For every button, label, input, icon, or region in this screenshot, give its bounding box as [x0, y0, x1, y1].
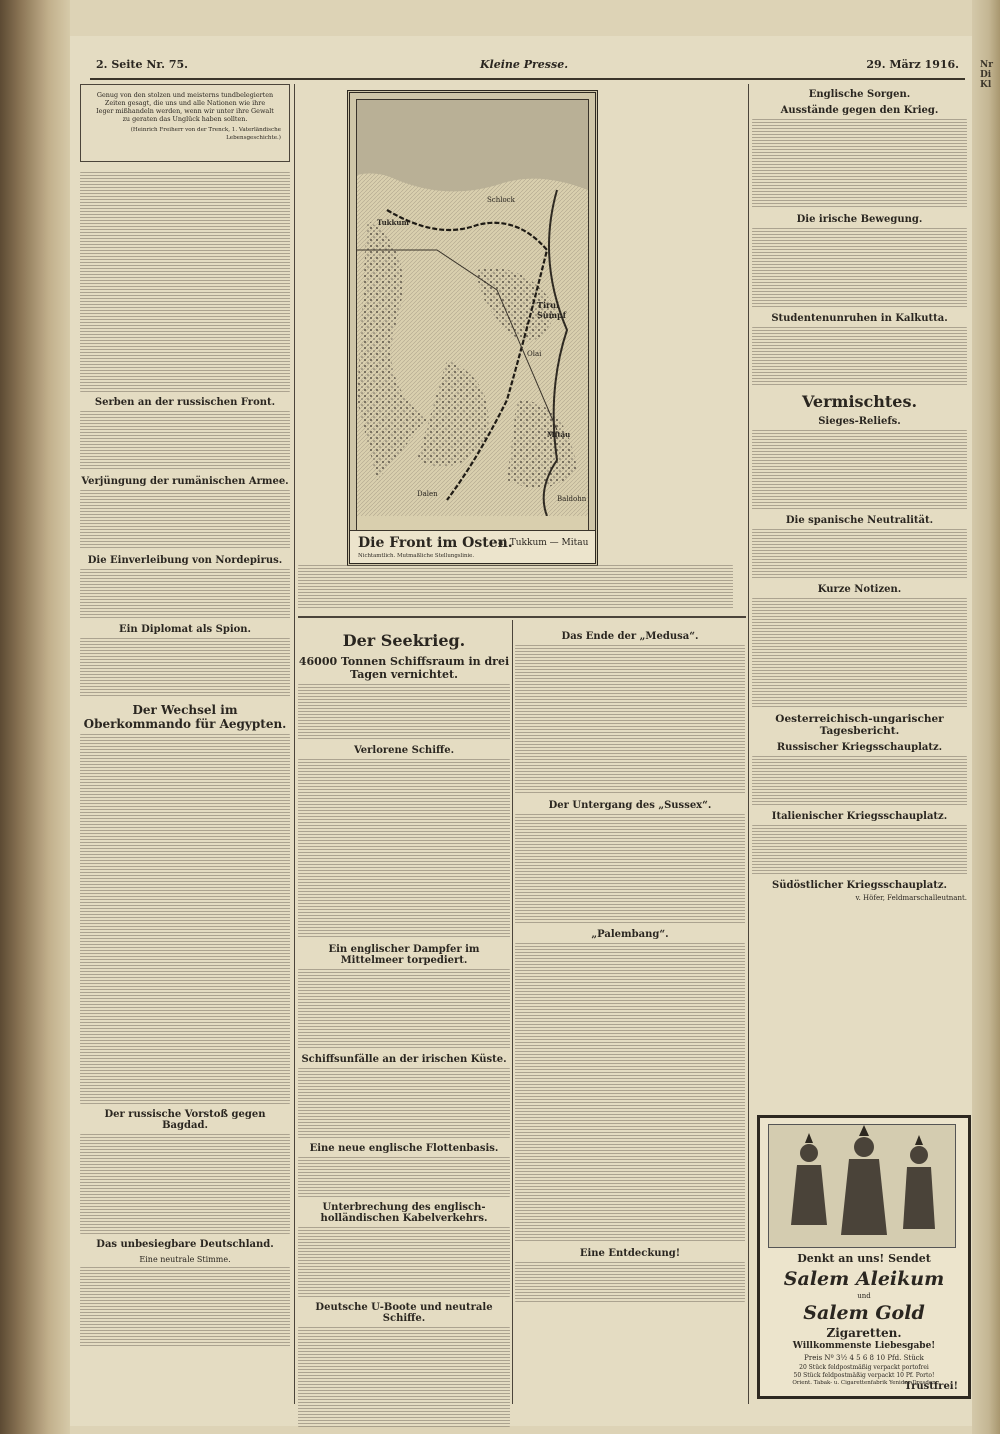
- map-subtitle: a) Tukkum — Mitau: [498, 538, 589, 548]
- ad-offer: 50 Stück feldpostmäßig verpackt 10 Pf. Porto!: [793, 1372, 935, 1379]
- salem-aleikum-ad: [757, 1115, 971, 1399]
- article-text: [752, 119, 967, 209]
- map-note: [298, 565, 733, 613]
- article-text: [80, 1267, 290, 1347]
- headline: Oesterreichisch-ungarischer Tagesbericht.: [775, 713, 944, 737]
- signature: v. Höfer, Feldmarschalleutnant.: [855, 894, 967, 902]
- headline: Ausstände gegen den Krieg.: [780, 105, 939, 116]
- issue-date: 29. März 1916.: [866, 58, 959, 71]
- front-map: [347, 90, 598, 566]
- article-text: [515, 645, 745, 795]
- headline: Der Untergang des „Sussex“.: [548, 800, 712, 811]
- article-text: [80, 1134, 290, 1234]
- headline: Der russische Vorstoß gegen Bagdad.: [104, 1109, 266, 1131]
- article-text: [752, 327, 967, 387]
- article-text: [298, 565, 733, 609]
- article-text: [298, 759, 510, 939]
- article-text: [515, 943, 745, 1243]
- headline: Kurze Notizen.: [817, 584, 902, 595]
- headline: „Palembang“.: [591, 929, 669, 940]
- ad-prices: Preis Nº 3½ 4 5 6 8 10 Pfd. Stück: [804, 1354, 924, 1362]
- article-text: [298, 1068, 510, 1138]
- quote-line: Zeiten gesagt, die uns und alle Nationen wie ihre: [104, 99, 266, 107]
- headline: Unterbrechung des englisch-holländischen Kabelverkehrs.: [320, 1202, 488, 1224]
- article-text: [515, 1262, 745, 1302]
- article-text: [298, 1157, 510, 1197]
- article-text: [80, 569, 290, 619]
- section-headline: Der Seekrieg.: [342, 631, 466, 650]
- column-rule: [512, 620, 513, 1404]
- map-title: Die Front im Osten.: [358, 535, 513, 551]
- article-text: [752, 430, 967, 510]
- headline: Der Wechsel im Oberkommando für Aegypten.: [83, 703, 287, 731]
- quote-line: Ieger mißhandeln werden, wenn wir unter ihre Gewalt: [96, 107, 274, 115]
- next-page-fragment: Nr Di Kl: [980, 60, 993, 90]
- article-text: [80, 172, 290, 392]
- next-page-edge: [972, 0, 1000, 1434]
- headline: Die spanische Neutralität.: [785, 515, 934, 526]
- headline: Deutsche U-Boote und neutrale Schiffe.: [315, 1302, 493, 1324]
- ad-and: und: [857, 1292, 871, 1300]
- ad-offer: 20 Stück feldpostmäßig verpackt portofrei: [799, 1364, 929, 1371]
- article-text: [752, 756, 967, 806]
- headline: Italienischer Kriegsschauplatz.: [771, 811, 948, 822]
- article-text: [298, 684, 510, 740]
- headline: Ein englischer Dampfer im Mittelmeer torpediert.: [328, 944, 480, 966]
- column-rule: [294, 84, 295, 1404]
- article-text: [752, 825, 967, 875]
- headline: Russischer Kriegsschauplatz.: [776, 742, 943, 753]
- quote-line: Genug von den stolzen und meisterns tundbelegierten: [96, 91, 274, 99]
- headline: Sieges-Reliefs.: [818, 416, 901, 427]
- epigraph-box: [80, 84, 290, 162]
- ad-brand: Salem Gold: [803, 1302, 925, 1324]
- article-text: [515, 814, 745, 924]
- headline: Verlorene Schiffe.: [353, 745, 455, 756]
- headline: Studentenunruhen in Kalkutta.: [771, 313, 948, 324]
- page-header: [90, 52, 965, 80]
- soldiers-drawing: [769, 1125, 955, 1247]
- ad-product: Zigaretten.: [826, 1326, 902, 1340]
- article-text: [80, 638, 290, 698]
- ad-slogan: Willkommenste Liebesgabe!: [792, 1341, 936, 1351]
- column-2: [298, 626, 510, 1430]
- column-3: [515, 626, 745, 1305]
- headline: Englische Sorgen.: [808, 89, 911, 100]
- headline: Das Ende der „Medusa“.: [561, 631, 699, 642]
- map-legend: Nichtamtlich. Mutmaßliche Stellungslinie.: [358, 553, 475, 559]
- headline: Verjüngung der rumänischen Armee.: [81, 476, 289, 487]
- article-text: [298, 969, 510, 1049]
- headline: Die Einverleibung von Nordepirus.: [87, 555, 283, 566]
- headline: Südöstlicher Kriegsschauplatz.: [771, 880, 947, 891]
- headline: 46000 Tonnen Schiffsraum in drei Tagen vernichtet.: [298, 655, 510, 681]
- book-spine: [0, 0, 70, 1434]
- article-text: [752, 228, 967, 308]
- place-label: Dalen: [417, 490, 438, 498]
- horizontal-rule: [298, 616, 746, 618]
- article-text: [80, 734, 290, 1104]
- ad-maker: Orient. Tabak- u. Cigarettenfabrik Yenidze Dresden: [792, 1380, 936, 1386]
- place-label: Tirul Sumpf: [537, 300, 567, 320]
- page-number: 2. Seite Nr. 75.: [96, 58, 188, 71]
- article-text: [80, 490, 290, 550]
- headline: Die irische Bewegung.: [796, 214, 923, 225]
- article-text: [298, 1227, 510, 1297]
- place-label: Mitau: [547, 430, 571, 439]
- quote-source: (Heinrich Freiherr von der Trenck, 1. Vaterländische Lebensgeschichte.): [130, 127, 281, 141]
- headline: Eine Entdeckung!: [579, 1248, 681, 1259]
- headline: Serben an der russischen Front.: [94, 397, 276, 408]
- ad-tagline: Denkt an uns! Sendet: [797, 1252, 931, 1265]
- place-label: Baldohn: [557, 495, 587, 503]
- article-text: [80, 411, 290, 471]
- article-text: [298, 1327, 510, 1427]
- article-text: [752, 529, 967, 579]
- soldiers-illustration: [768, 1124, 956, 1248]
- ad-trustfrei: Trustfrei!: [904, 1381, 958, 1392]
- headline: Ein Diplomat als Spion.: [118, 624, 252, 635]
- quote-line: zu geraten das Unglück haben sollten.: [122, 115, 248, 123]
- column-rule: [748, 84, 749, 1404]
- newspaper-title: Kleine Presse.: [480, 58, 569, 71]
- headline: Eine neue englische Flottenbasis.: [309, 1143, 499, 1154]
- section-headline: Vermischtes.: [801, 392, 918, 411]
- article-text: [752, 598, 967, 708]
- column-4: [752, 84, 967, 902]
- place-label: Schlock: [487, 196, 515, 204]
- map-area: [356, 99, 589, 557]
- subheadline: Eine neutrale Stimme.: [139, 1255, 231, 1264]
- headline: Schiffsunfälle an der irischen Küste.: [301, 1054, 507, 1065]
- map-caption: [350, 530, 595, 563]
- ad-brand: Salem Aleikum: [783, 1268, 945, 1290]
- place-label: Tukkum: [377, 218, 409, 227]
- headline: Das unbesiegbare Deutschland.: [96, 1239, 274, 1250]
- column-1: [80, 84, 290, 1404]
- place-label: Olai: [527, 350, 542, 358]
